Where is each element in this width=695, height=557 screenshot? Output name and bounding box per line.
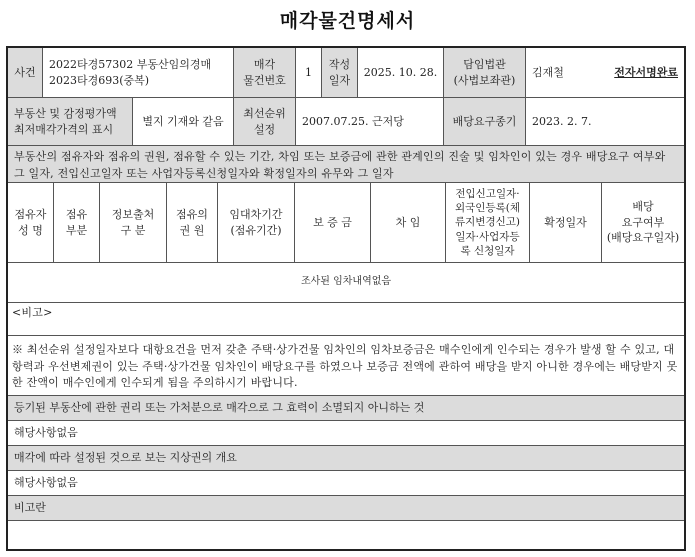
rights-section-title: 등기된 부동산에 관한 권리 또는 가처분으로 매각으로 그 효력이 소멸되지 아니하는 것 — [14, 401, 425, 415]
remarks-section-title: 비고란 — [14, 501, 46, 515]
date-value: 2025. 10. 28. — [358, 48, 444, 97]
item-number-value: 1 — [296, 48, 322, 97]
case-number: 2022타경57302 부동산임의경매 2023타경693(중복) — [43, 48, 234, 97]
rights-title-row — [8, 396, 684, 421]
superficies-value-row — [8, 471, 684, 496]
header-move-in-date: 전입신고일자· 외국인등록(체 류지변경신고) 일자·사업자등 록 신청일자 — [446, 183, 530, 262]
remarks-label: <비고> — [12, 306, 53, 319]
header-distribution-request: 배당 요구여부 (배당요구일자) — [606, 199, 680, 245]
judge-name: 김재철 — [532, 65, 564, 79]
header-lease-period: 임대차기간 (점유기간) — [218, 183, 295, 262]
header-occupied-part: 점유 부분 — [54, 183, 100, 262]
header-rent: 차 임 — [371, 183, 446, 262]
item-number-label: 매각 물건번호 — [234, 48, 296, 97]
superficies-title-row — [8, 446, 684, 471]
superficies-section-title: 매각에 따라 설정된 것으로 보는 지상권의 개요 — [14, 451, 237, 465]
auction-statement-form — [6, 46, 686, 551]
remarks-section-title-row — [8, 496, 684, 521]
document-title: 매각물건명세서 — [279, 10, 416, 32]
tenant-warning-text: ※ 최선순위 설정일자보다 대항요건을 먼저 갖춘 주택·상가건물 임차인의 임차보증금은 매수인에게 인수되는 경우가 발생 할 수 있고, 대항력과 우선변제권이 있는 주택·상가건물 임차인이 배당요구를 하였으나 보증금 전액에 관하여 배당을 받지 아니한 경우에는 배당받지 못한 잔액이 매수인에게 인수되게 됨을 주의하시기 바랍니다. — [12, 343, 678, 389]
occupant-table-header — [8, 183, 684, 263]
occupancy-note: 부동산의 점유자와 점유의 권원, 점유할 수 있는 기간, 차임 또는 보증금에 관한 관계인의 진술 및 임차인이 있는 경우 배당요구 여부와 그 일자, 전입신고일자 또는 사업자등록신청일자와 확정일자의 유무와 그 일자 — [14, 150, 666, 180]
header-info-source: 정보출처 구 분 — [100, 183, 167, 262]
occupancy-note-row — [8, 146, 684, 183]
occupant-table-body — [8, 263, 684, 303]
rights-section-value: 해당사항없음 — [14, 426, 78, 440]
header-fixed-date: 확정일자 — [530, 183, 602, 262]
superficies-section-value: 해당사항없음 — [14, 476, 78, 490]
remarks-row — [8, 303, 684, 336]
deadline-label: 배당요구종기 — [444, 98, 526, 145]
appraisal-label: 부동산 및 감정평가액 최저매각가격의 표시 — [8, 98, 133, 145]
deadline-value: 2023. 2. 7. — [532, 114, 592, 128]
no-lease-message: 조사된 임차내역없음 — [300, 276, 392, 288]
appraisal-value: 별지 기재와 같음 — [133, 98, 234, 145]
remarks-section-value-row — [8, 521, 684, 549]
remarks-section-value — [8, 521, 684, 549]
judge-label: 담임법관 (사법보좌관) — [444, 48, 526, 97]
header-possession-right: 점유의 권 원 — [167, 183, 218, 262]
header-deposit: 보 증 금 — [295, 183, 371, 262]
judge-cell — [526, 48, 684, 97]
appraisal-row — [8, 98, 684, 146]
rights-value-row — [8, 421, 684, 446]
warning-row — [8, 336, 684, 396]
case-label: 사건 — [8, 48, 43, 97]
priority-value: 2007.07.25. 근저당 — [296, 98, 444, 145]
priority-label: 최선순위 설정 — [234, 98, 296, 145]
case-row — [8, 48, 684, 98]
electronic-signature: 전자서명완료 — [614, 65, 678, 79]
date-label: 작성 일자 — [322, 48, 358, 97]
header-occupant-name: 점유자 성 명 — [8, 183, 54, 262]
